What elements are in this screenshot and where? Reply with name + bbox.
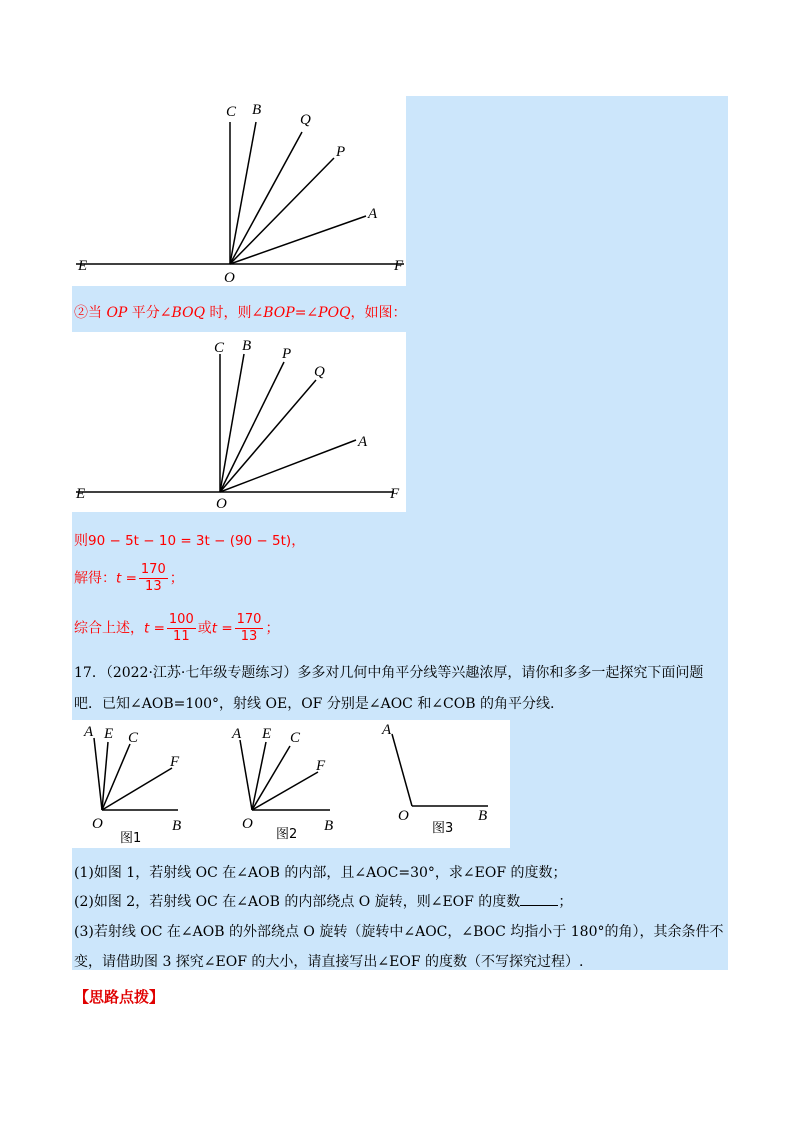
ray-oq (230, 132, 302, 264)
figure-top (72, 96, 406, 286)
figure-1 (83, 724, 181, 846)
label-b: B (252, 102, 262, 118)
fig2-label-f: F (316, 758, 326, 774)
fig1-label-b: B (172, 818, 182, 834)
label-q: Q (300, 112, 311, 128)
fig1-ray-of (102, 768, 172, 810)
fig2-ray-oe (252, 742, 266, 810)
fig1-label-e: E (104, 726, 114, 742)
ray-oa (220, 440, 356, 492)
summary-prefix: 综合上述， (74, 620, 144, 637)
fig3-ray-oa (392, 734, 412, 806)
summary-eq2: = (217, 620, 233, 637)
case2-line (74, 302, 407, 322)
summary-numerator-1: 100 (168, 612, 194, 627)
label-e: E (76, 486, 86, 502)
fig2-label-b: B (324, 818, 334, 834)
label-a: A (368, 206, 378, 222)
fig2-caption: 图2 (276, 827, 298, 842)
label-a: A (358, 434, 368, 450)
fig1-label-c: C (128, 730, 139, 746)
solution-var: t (116, 570, 122, 587)
ray-op (230, 158, 334, 264)
question-1: (1)如图 1，若射线 OC 在∠AOB 的内部，且∠AOC=30°，求∠EOF 的度数； (74, 865, 567, 881)
question-3-line-2: 变，请借助图 3 探究∠EOF 的大小，请直接写出∠EOF 的度数（不写探究过程）. (74, 954, 584, 970)
ray-oa (230, 216, 366, 264)
question-2-text: (2)如图 2，若射线 OC 在∠AOB 的内部绕点 O 旋转，则∠EOF 的度数 (74, 894, 521, 910)
figure-row (72, 720, 510, 848)
label-f: F (394, 258, 404, 274)
answer-blank[interactable] (520, 893, 558, 906)
equation-suffix: ， (291, 533, 306, 549)
summary-fraction-1 (167, 612, 196, 645)
label-b: B (242, 338, 252, 354)
problem-line-2: 吧．已知∠AOB=100°，射线 OE，OF 分别是∠AOC 和∠COB 的角平分线. (74, 696, 555, 712)
case2-text3: 时，则∠ (205, 305, 264, 321)
solution-line (74, 562, 184, 595)
fig2-ray-oc (252, 746, 290, 810)
fig1-label-a: A (84, 724, 94, 740)
summary-var1: t (144, 620, 150, 637)
equation-prefix: 则 (74, 533, 88, 549)
fig2-label-e: E (262, 726, 272, 742)
fig2-label-a: A (232, 726, 242, 742)
fig3-label-a: A (382, 722, 392, 738)
summary-or: 或 (197, 620, 212, 637)
fig3-label-o: O (398, 808, 409, 824)
fig1-label-f: F (170, 754, 180, 770)
summary-suffix: ； (265, 620, 280, 637)
case2-op: OP (106, 305, 128, 321)
label-p: P (282, 346, 292, 362)
solution-eq: = (121, 570, 137, 587)
figure-middle (72, 332, 406, 512)
fig2-label-c: C (290, 730, 301, 746)
fig2-ray-oa (240, 740, 252, 810)
label-p: P (336, 144, 346, 160)
summary-eq1: = (149, 620, 165, 637)
solution-fraction (139, 562, 168, 595)
figure-2 (231, 726, 333, 842)
solution-denominator: 13 (139, 578, 168, 595)
fig1-caption: 图1 (120, 831, 142, 846)
summary-numerator-2: 170 (236, 612, 262, 627)
solution-numerator: 170 (140, 562, 166, 577)
label-c: C (226, 104, 237, 120)
case2-boq: BOQ (171, 305, 206, 321)
solution-prefix: 解得： (74, 570, 116, 587)
equation-expr: 90 − 5t − 10 = 3t − (90 − 5t) (88, 533, 292, 549)
fig2-ray-of (252, 772, 318, 810)
summary-denominator-1: 11 (167, 628, 196, 645)
ray-oq (220, 380, 316, 492)
figure-middle-svg (72, 332, 406, 512)
fig3-caption: 图3 (432, 821, 454, 836)
case2-text1: 当 (88, 305, 107, 321)
summary-denominator-2: 13 (235, 628, 264, 645)
problem-line-1: 17．（2022·江苏·七年级专题练习）多多对几何中角平分线等兴趣浓厚，请你和多多一起探究下面问题 (74, 665, 704, 681)
fig3-label-b: B (478, 808, 488, 824)
question-2 (74, 891, 572, 911)
fig1-ray-oa (94, 738, 102, 810)
summary-var2: t (211, 620, 218, 637)
summary-fraction-2 (235, 612, 264, 645)
case2-eq: =∠ (294, 305, 319, 321)
label-e: E (78, 258, 88, 274)
label-o: O (216, 496, 227, 512)
label-o: O (224, 270, 235, 286)
figure-row-svg (72, 720, 510, 848)
summary-line (74, 612, 279, 645)
ray-ob (220, 354, 244, 492)
case2-bop: BOP (263, 305, 295, 321)
hint-heading: 【思路点拨】 (74, 988, 165, 1006)
figure-3 (381, 722, 488, 836)
ray-ob (230, 122, 256, 264)
fig1-label-o: O (92, 816, 103, 832)
case2-text4: ，如图： (350, 305, 407, 321)
ray-op (220, 362, 284, 492)
label-c: C (214, 340, 225, 356)
figure-top-svg (72, 96, 406, 286)
question-2-end: ； (558, 894, 573, 910)
solution-suffix: ； (169, 570, 184, 587)
equation-line (74, 530, 305, 550)
question-3-line-1: (3)若射线 OC 在∠AOB 的外部绕点 O 旋转（旋转中∠AOC，∠BOC 均指小于 180°的角），其余条件不 (74, 924, 724, 940)
fig2-label-o: O (242, 816, 253, 832)
case2-circle: ② (74, 305, 88, 321)
label-q: Q (314, 364, 325, 380)
label-f: F (390, 486, 400, 502)
case2-poq: POQ (318, 305, 351, 321)
case2-text2: 平分∠ (127, 305, 172, 321)
